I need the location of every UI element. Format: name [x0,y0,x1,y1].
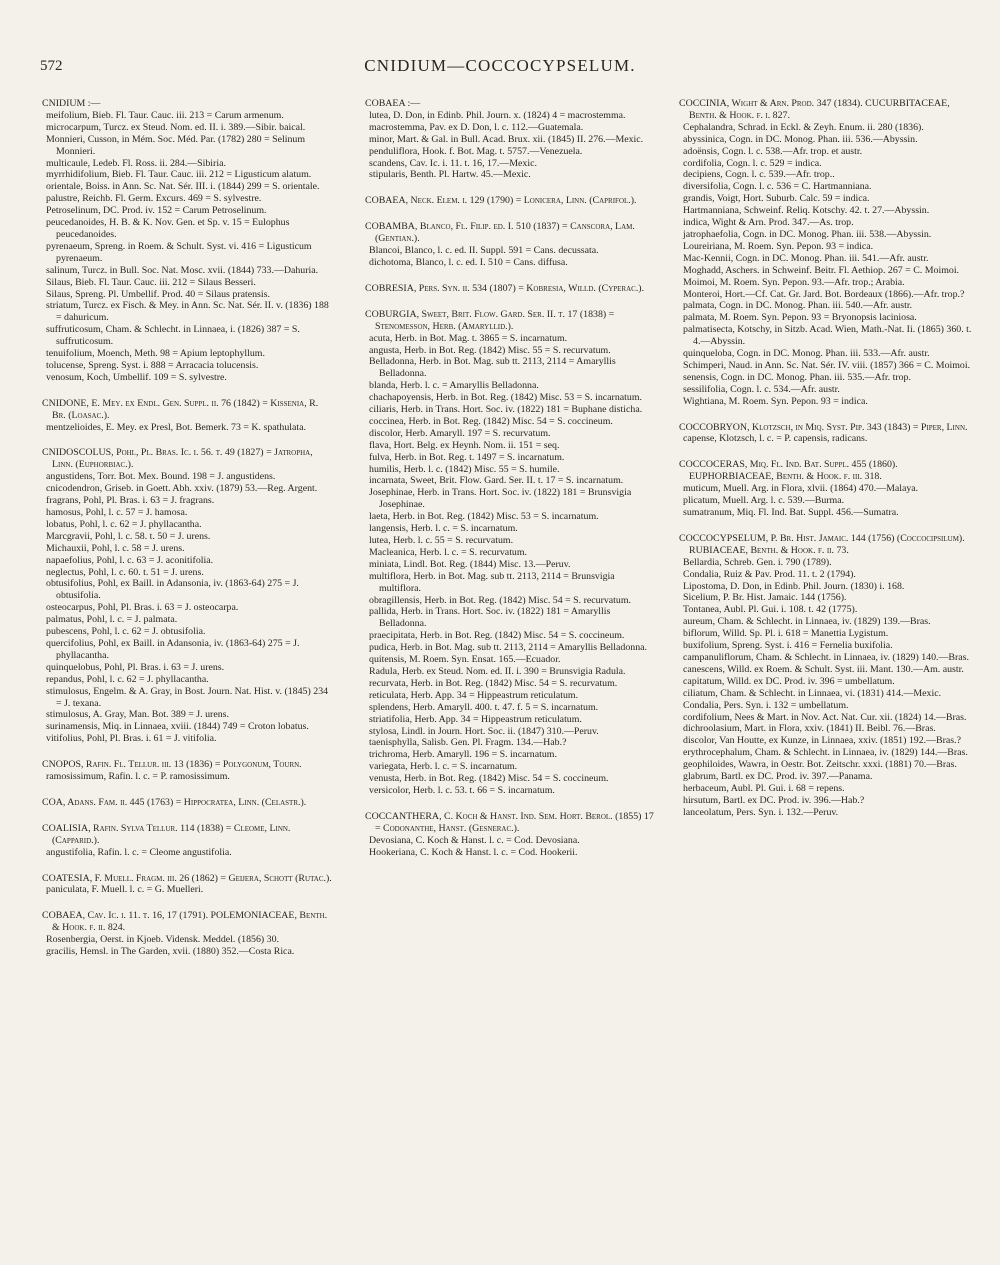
species-line: Silaus, Bieb. Fl. Taur. Cauc. iii. 212 = Silaus Besseri. [46,276,256,288]
genus-entry [42,823,334,859]
species-line: suffruticosum, Cham. & Schlecht. in Linnaea, i. (1826) 387 = S. suffruticosum. [46,324,300,348]
species-line: tenuifolium, Moench, Meth. 98 = Apium leptophyllum. [46,348,265,360]
species-line: mentzelioides, E. Mey. ex Presl, Bot. Bemerk. 73 = K. spathulata. [46,421,306,433]
species-line: quitensis, M. Roem. Syn. Ensat. 165.—Ecuador. [369,654,561,666]
species-line: surinamensis, Miq. in Linnaea, xviii. (1844) 749 = Croton lobatus. [46,721,309,733]
genus-entry [42,910,334,958]
genus-heading: COCCOBRYON, Klotzsch, in Miq. Syst. Pip. 343 (1843) = Piper, Linn. [679,421,968,433]
species-line: capense, Klotzsch, l. c. = P. capensis, radicans. [683,433,868,445]
species-line: scandens, Cav. Ic. i. 11. t. 16, 17.—Mexic. [369,157,537,169]
genus-heading: COCCINIA, Wight & Arn. Prod. 347 (1834). CUCURBITACEAE, Benth. & Hook. f. i. 827. [679,98,950,121]
page-title: CNIDIUM—COCCOCYPSELUM. [364,56,636,75]
genus-entry [42,873,334,897]
genus-heading: CNIDONE, E. Mey. ex Endl. Gen. Suppl. ii. 76 (1842) = Kissenia, R. Br. (Loasac.). [42,397,319,421]
species-line: dichroolasium, Mart. in Flora, xxiv. (1841) II. Beibl. 76.—Bras. [683,723,936,735]
species-line: ciliaris, Herb. in Trans. Hort. Soc. iv. (1822) 181 = Buphane disticha. [369,404,643,416]
species-line: ciliatum, Cham. & Schlecht. in Linnaea, vi. (1831) 414.—Mexic. [683,687,942,699]
species-line: peucedanoides, H. B. & K. Nov. Gen. et Sp. v. 15 = Eulophus peucedanoides. [46,217,290,240]
genus-heading: COBAEA, Cav. Ic. i. 11. t. 16, 17 (1791). POLEMONIACEAE, Benth. & Hook. f. ii. 824. [42,910,328,934]
species-line: Petroselinum, DC. Prod. iv. 152 = Carum Petroselinum. [46,205,267,217]
species-line: campanuliflorum, Cham. & Schlecht. in Linnaea, iv. (1829) 140.—Bras. [683,651,969,663]
species-line: meifolium, Bieb. Fl. Taur. Cauc. iii. 213 = Carum armenum. [46,109,284,121]
species-line: Rosenbergia, Oerst. in Kjoeb. Vidensk. Meddel. (1856) 30. [46,934,279,946]
species-line: aureum, Cham. & Schlecht. in Linnaea, iv. (1829) 139.—Bras. [683,616,931,628]
species-line: laeta, Herb. in Bot. Reg. (1842) Misc. 53 = S. incarnatum. [369,511,599,523]
species-line: quinquelobus, Pohl, Pl. Bras. i. 63 = J. urens. [46,661,225,673]
species-line: Lipostoma, D. Don, in Edinb. Phil. Journ. (1830) i. 168. [683,580,905,592]
species-line: capitatum, Willd. ex DC. Prod. iv. 396 = umbellatum. [683,675,895,687]
species-line: Hartmanniana, Schweinf. Reliq. Kotschy. 42. t. 27.—Abyssin. [683,205,930,217]
species-line: muticum, Muell. Arg. in Flora, xlvii. (1864) 470.—Malaya. [683,483,919,495]
species-line: myrrhidifolium, Bieb. Fl. Taur. Cauc. iii. 212 = Ligusticum alatum. [46,169,312,181]
species-line: napaefolius, Pohl, l. c. 63 = J. aconitifolia. [46,554,214,566]
species-line: erythrocephalum, Cham. & Schlecht. in Linnaea, iv. (1829) 144.—Bras. [683,747,968,759]
species-line: multicaule, Ledeb. Fl. Ross. ii. 284.—Sibiria. [46,157,226,169]
species-line: trichroma, Herb. Amaryll. 196 = S. incarnatum. [369,749,557,761]
genus-entry [42,98,334,384]
species-line: salinum, Turcz. in Bull. Soc. Nat. Mosc. xvii. (1844) 733.—Dahuria. [46,264,319,276]
species-line: versicolor, Herb. l. c. 53. t. 66 = S. incarnatum. [369,785,555,797]
species-line: Condalia, Ruiz & Pav. Prod. 11. t. 2 (1794). [683,568,856,580]
genus-heading: COBURGIA, Sweet, Brit. Flow. Gard. Ser. II. t. 17 (1838) = Stenomesson, Herb. (Amaryllid.). [365,308,615,332]
species-line: obragillensis, Herb. in Bot. Reg. (1842) Misc. 54 = S. recurvatum. [369,594,632,606]
species-line: lobatus, Pohl, l. c. 62 = J. phyllacantha. [46,518,202,530]
species-line: grandis, Voigt, Hort. Suburb. Calc. 59 = indica. [683,193,870,205]
species-line: pallida, Herb. in Trans. Hort. Soc. iv. (1822) 181 = Amaryllis Belladonna. [369,606,611,630]
species-line: hirsutum, Bartl. ex DC. Prod. iv. 396.—Hab.? [683,794,865,806]
genus-heading: COATESIA, F. Muell. Fragm. iii. 26 (1862) = Geijera, Schott (Rutac.). [42,872,332,884]
species-line: Macleanica, Herb. l. c. = S. recurvatum. [369,546,528,558]
species-line: Silaus, Spreng. Pl. Umbellif. Prod. 40 = Silaus pratensis. [46,288,270,300]
species-line: Mac-Kennii, Cogn. in DC. Monog. Phan. iii. 541.—Afr. austr. [683,252,929,264]
species-line: Belladonna, Herb. in Bot. Mag. sub tt. 2113, 2114 = Amaryllis Belladonna. [369,356,616,380]
species-line: incarnata, Sweet, Brit. Flow. Gard. Ser. II. t. 17 = S. incarnatum. [369,475,624,487]
genus-entry [679,459,975,519]
species-line: palmata, M. Roem. Syn. Pepon. 93 = Bryonopsis laciniosa. [683,312,917,324]
species-line: herbaceum, Aubl. Pl. Gui. i. 68 = repens. [683,782,845,794]
species-line: Bellardia, Schreb. Gen. i. 790 (1789). [683,556,832,568]
species-line: cordifolia, Cogn. l. c. 529 = indica. [683,157,822,169]
species-line: fulva, Herb. in Bot. Reg. t. 1497 = S. incarnatum. [369,451,565,463]
species-line: coccinea, Herb. in Bot. Reg. (1842) Misc. 54 = S. coccineum. [369,415,613,427]
species-line: lutea, Herb. l. c. 55 = S. recurvatum. [369,535,514,546]
species-line: quercifolius, Pohl, ex Baill. in Adansonia, iv. (1863-64) 275 = J. phyllacantha. [46,637,300,661]
species-line: angustidens, Torr. Bot. Mex. Bound. 198 = J. angustidens. [46,471,276,483]
species-line: hamosus, Pohl, l. c. 57 = J. hamosa. [46,507,188,518]
column-2 [365,98,657,1238]
genus-heading: COBAMBA, Blanco, Fl. Filip. ed. I. 510 (1837) = Canscora, Lam. (Gentian.). [365,221,635,245]
species-line: acuta, Herb. in Bot. Mag. t. 3865 = S. incarnatum. [369,332,568,344]
species-line: palmatisecta, Kotschy, in Sitzb. Acad. Wien, Math.-Nat. Ii. (1865) 360. t. 4.—Abyssin. [683,324,972,348]
species-line: vitifolius, Pohl, Pl. Bras. i. 61 = J. vitifolia. [46,733,217,745]
species-line: discolor, Herb. Amaryll. 197 = S. recurvatum. [369,427,551,439]
species-line: sumatranum, Miq. Fl. Ind. Bat. Suppl. 456.—Sumatra. [683,507,899,518]
species-line: gracilis, Hemsl. in The Garden, xvii. (1880) 352.—Costa Rica. [46,946,295,958]
species-line: langensis, Herb. l. c. = S. incarnatum. [369,523,518,535]
genus-heading: CNIDIUM :— [42,98,101,109]
species-line: Cephalandra, Schrad. in Eckl. & Zeyh. Enum. ii. 280 (1836). [683,121,924,133]
species-line: Moimoi, M. Roem. Syn. Pepon. 93.—Afr. trop.; Arabia. [683,276,905,288]
species-line: cnicodendron, Griseb. in Goett. Abh. xxiv. (1879) 53.—Reg. Argent. [46,483,318,495]
species-line: penduliflora, Hook. f. Bot. Mag. t. 5757.—Venezuela. [369,145,583,157]
species-line: splendens, Herb. Amaryll. 400. t. 47. f. 5 = S. incarnatum. [369,701,599,713]
species-line: Moghadd, Aschers. in Schweinf. Beitr. Fl. Aethiop. 267 = C. Moimoi. [683,264,960,276]
genus-entry [679,422,975,446]
genus-heading: COBAEA, Neck. Elem. i. 129 (1790) = Lonicera, Linn. (Caprifol.). [365,195,637,207]
genus-entry [365,98,657,181]
species-line: minor, Mart. & Gal. in Bull. Acad. Brux. xii. (1845) II. 276.—Mexic. [369,133,644,145]
genus-heading: COCCOCYPSELUM, P. Br. Hist. Jamaic. 144 (1756) (Coccocipsilum). RUBIACEAE, Benth. & Hook. f. ii. 73. [679,532,965,556]
genus-entry [365,811,657,859]
page-number: 572 [40,58,63,74]
genus-entry [42,797,334,809]
species-line: Radula, Herb. ex Steud. Nom. ed. II. i. 390 = Brunsvigia Radula. [369,665,626,677]
species-line: Condalia, Pers. Syn. i. 132 = umbellatum. [683,699,849,711]
species-line: lanceolatum, Pers. Syn. i. 132.—Peruv. [683,806,839,818]
species-line: lutea, D. Don, in Edinb. Phil. Journ. x. (1824) 4 = macrostemma. [369,109,626,121]
species-line: glabrum, Bartl. ex DC. Prod. iv. 397.—Panama. [683,771,873,783]
species-line: striatum, Turcz. ex Fisch. & Mey. in Ann. Sc. Nat. Sér. II. v. (1836) 188 = dahuricum. [46,300,329,324]
genus-heading: COCCANTHERA, C. Koch & Hanst. Ind. Sem. Hort. Berol. (1855) 17 = Codonanthe, Hanst. (Gesnerac.). [365,810,654,834]
species-line: abyssinica, Cogn. in DC. Monog. Phan. iii. 536.—Abyssin. [683,133,918,145]
species-line: praecipitata, Herb. in Bot. Reg. (1842) Misc. 54 = S. coccineum. [369,630,625,642]
species-line: blanda, Herb. l. c. = Amaryllis Belladonna. [369,380,539,392]
species-line: variegata, Herb. l. c. = S. incarnatum. [369,761,518,773]
species-line: Michauxii, Pohl, l. c. 58 = J. urens. [46,542,185,554]
species-line: palmatus, Pohl, l. c. = J. palmata. [46,614,178,626]
species-line: plicatum, Muell. Arg. l. c. 539.—Burma. [683,495,845,507]
genus-heading: COCCOCERAS, Miq. Fl. Ind. Bat. Suppl. 455 (1860). EUPHORBIACEAE, Benth. & Hook. f. iii. 318. [679,459,898,483]
species-line: pubescens, Pohl, l. c. 62 = J. obtusifolia. [46,626,206,638]
species-line: dichotoma, Blanco, l. c. ed. I. 510 = Cans. diffusa. [369,256,568,268]
species-line: recurvata, Herb. in Bot. Reg. (1842) Misc. 54 = S. recurvatum. [369,677,618,689]
genus-heading: COBAEA :— [365,98,421,109]
species-line: buxifolium, Spreng. Syst. i. 416 = Fernelia buxifolia. [683,640,893,652]
species-line: neglectus, Pohl, l. c. 60. t. 51 = J. urens. [46,566,204,578]
species-line: sessilifolia, Cogn. l. c. 534.—Afr. austr. [683,383,840,395]
species-line: Sicelium, P. Br. Hist. Jamaic. 144 (1756). [683,592,847,604]
genus-entry [679,533,975,819]
species-line: cordifolium, Nees & Mart. in Nov. Act. Nat. Cur. xii. (1824) 14.—Bras. [683,711,967,723]
species-line: striatifolia, Herb. App. 34 = Hippeastrum reticulatum. [369,713,582,725]
species-line: humilis, Herb. l. c. (1842) Misc. 55 = S. humile. [369,463,560,475]
species-line: Wightiana, M. Roem. Syn. Pepon. 93 = indica. [683,395,868,407]
genus-entry [42,447,334,745]
species-line: macrostemma, Pav. ex D. Don, l. c. 112.—Guatemala. [369,121,584,133]
species-line: Josephinae, Herb. in Trans. Hort. Soc. iv. (1822) 181 = Brunsvigia Josephinae. [369,487,632,511]
species-line: osteocarpus, Pohl, Pl. Bras. i. 63 = J. osteocarpa. [46,602,239,614]
species-line: decipiens, Cogn. l. c. 539.—Afr. trop.. [683,169,835,181]
genus-entry [365,309,657,797]
species-line: diversifolia, Cogn. l. c. 536 = C. Hartmanniana. [683,181,872,193]
species-line: venosum, Koch, Umbellif. 109 = S. sylvestre. [46,371,227,383]
species-line: indica, Wight & Arn. Prod. 347.—As. trop. [683,217,854,229]
species-line: biflorum, Willd. Sp. Pl. i. 618 = Manettia Lygistum. [683,628,889,640]
genus-heading: COA, Adans. Fam. ii. 445 (1763) = Hippocratea, Linn. (Celastr.). [42,796,307,808]
species-line: multiflora, Herb. in Bot. Mag. sub tt. 2113, 2114 = Brunsvigia multiflora. [369,570,615,594]
species-line: Tontanea, Aubl. Pl. Gui. i. 108. t. 42 (1775). [683,604,858,616]
species-line: Marcgravii, Pohl, l. c. 58. t. 50 = J. urens. [46,530,211,542]
species-line: angustifolia, Rafin. l. c. = Cleome angustifolia. [46,846,232,858]
species-line: jatrophaefolia, Cogn. in DC. Monog. Phan. iii. 538.—Abyssin. [683,228,932,240]
species-line: repandus, Pohl, l. c. 62 = J. phyllacantha. [46,673,209,685]
genus-entry [679,98,975,408]
species-line: taenisphylla, Salisb. Gen. Pl. Fragm. 134.—Hab.? [369,737,567,749]
genus-heading: CNIDOSCOLUS, Pohl, Pl. Bras. Ic. i. 56. t. 49 (1827) = Jatropha, Linn. (Euphorbiac.). [42,447,313,471]
species-line: chachapoyensis, Herb. in Bot. Reg. (1842) Misc. 53 = S. incarnatum. [369,392,642,404]
genus-heading: COALISIA, Rafin. Sylva Tellur. 114 (1838) = Cleome, Linn. (Capparid.). [42,822,291,846]
species-line: Hookeriana, C. Koch & Hanst. l. c. = Cod. Hookerii. [369,846,578,858]
species-line: stylosa, Lindl. in Journ. Hort. Soc. ii. (1847) 310.—Peruv. [369,725,599,737]
genus-entry [365,283,657,295]
species-line: Blancoi, Blanco, l. c. ed. II. Suppl. 591 = Cans. decussata. [369,245,599,257]
species-line: orientale, Boiss. in Ann. Sc. Nat. Sér. III. i. (1844) 299 = S. orientale. [46,181,320,193]
column-1 [42,98,334,1238]
species-line: Loureiriana, M. Roem. Syn. Pepon. 93 = indica. [683,240,874,252]
species-line: Monteroi, Hort.—Cf. Cat. Gr. Jard. Bot. Bordeaux (1866).—Afr. trop.? [683,288,965,300]
genus-entry [365,195,657,207]
species-line: obtusifolius, Pohl, ex Baill. in Adansonia, iv. (1863-64) 275 = J. obtusifolia. [46,578,299,602]
species-line: adoënsis, Cogn. l. c. 538.—Afr. trop. et austr. [683,145,863,157]
species-line: ramosissimum, Rafin. l. c. = P. ramosissimum. [46,771,230,783]
species-line: Monnieri, Cusson, in Mém. Soc. Méd. Par. (1782) 280 = Selinum Monnieri. [46,133,306,157]
species-line: reticulata, Herb. App. 34 = Hippeastrum reticulatum. [369,689,579,701]
species-line: quinqueloba, Cogn. in DC. Monog. Phan. iii. 533.—Afr. austr. [683,348,930,360]
genus-entry [365,221,657,269]
species-line: palustre, Reichb. Fl. Germ. Excurs. 469 = S. sylvestre. [46,193,262,205]
genus-entry [42,398,334,434]
species-line: Schimperi, Naud. in Ann. Sc. Nat. Sér. IV. viii. (1857) 366 = C. Moimoi. [683,359,971,371]
genus-heading: COBRESIA, Pers. Syn. ii. 534 (1807) = Kobresia, Willd. (Cyperac.). [365,282,645,294]
genus-entry [42,759,334,783]
genus-heading: CNOPOS, Rafin. Fl. Tellur. iii. 13 (1836) = Polygonum, Tourn. [42,759,302,771]
species-line: stipularis, Benth. Pl. Hartw. 45.—Mexic. [369,169,531,181]
species-line: pyrenaeum, Spreng. in Roem. & Schult. Syst. vi. 416 = Ligusticum pyrenaeum. [46,240,312,264]
column-3 [679,98,975,1238]
species-line: stimulosus, A. Gray, Man. Bot. 389 = J. urens. [46,709,229,721]
species-line: pudica, Herb. in Bot. Mag. sub tt. 2113, 2114 = Amaryllis Belladonna. [369,642,648,654]
species-line: microcarpum, Turcz. ex Steud. Nom. ed. II. i. 389.—Sibir. baical. [46,121,306,133]
species-line: palmata, Cogn. in DC. Monog. Phan. iii. 540.—Afr. austr. [683,300,913,312]
species-line: tolucense, Spreng. Syst. i. 888 = Arracacia tolucensis. [46,359,259,371]
page-header [40,52,960,82]
species-line: geophiloides, Wawra, in Oestr. Bot. Zeitschr. xxxi. (1881) 70.—Bras. [683,759,957,771]
species-line: miniata, Lindl. Bot. Reg. (1844) Misc. 13.—Peruv. [369,558,571,570]
species-line: venusta, Herb. in Bot. Reg. (1842) Misc. 54 = S. coccineum. [369,773,609,785]
species-line: fragrans, Pohl, Pl. Bras. i. 63 = J. fragrans. [46,495,215,507]
species-line: flava, Hort. Belg. ex Heynh. Nom. ii. 151 = seq. [369,439,560,451]
species-line: angusta, Herb. in Bot. Reg. (1842) Misc. 55 = S. recurvatum. [369,344,611,356]
species-line: Devosiana, C. Koch & Hanst. l. c. = Cod. Devosiana. [369,834,580,846]
species-line: stimulosus, Engelm. & A. Gray, in Bost. Journ. Nat. Hist. v. (1845) 234 = J. texana. [46,685,329,709]
species-line: paniculata, F. Muell. l. c. = G. Muelleri. [46,884,204,896]
species-line: canescens, Willd. ex Roem. & Schult. Syst. iii. Mant. 130.—Am. austr. [683,663,964,675]
species-line: discolor, Van Houtte, ex Kunze, in Linnaea, xxiv. (1851) 192.—Bras.? [683,735,961,747]
species-line: senensis, Cogn. in DC. Monog. Phan. iii. 535.—Afr. trop. [683,371,911,383]
